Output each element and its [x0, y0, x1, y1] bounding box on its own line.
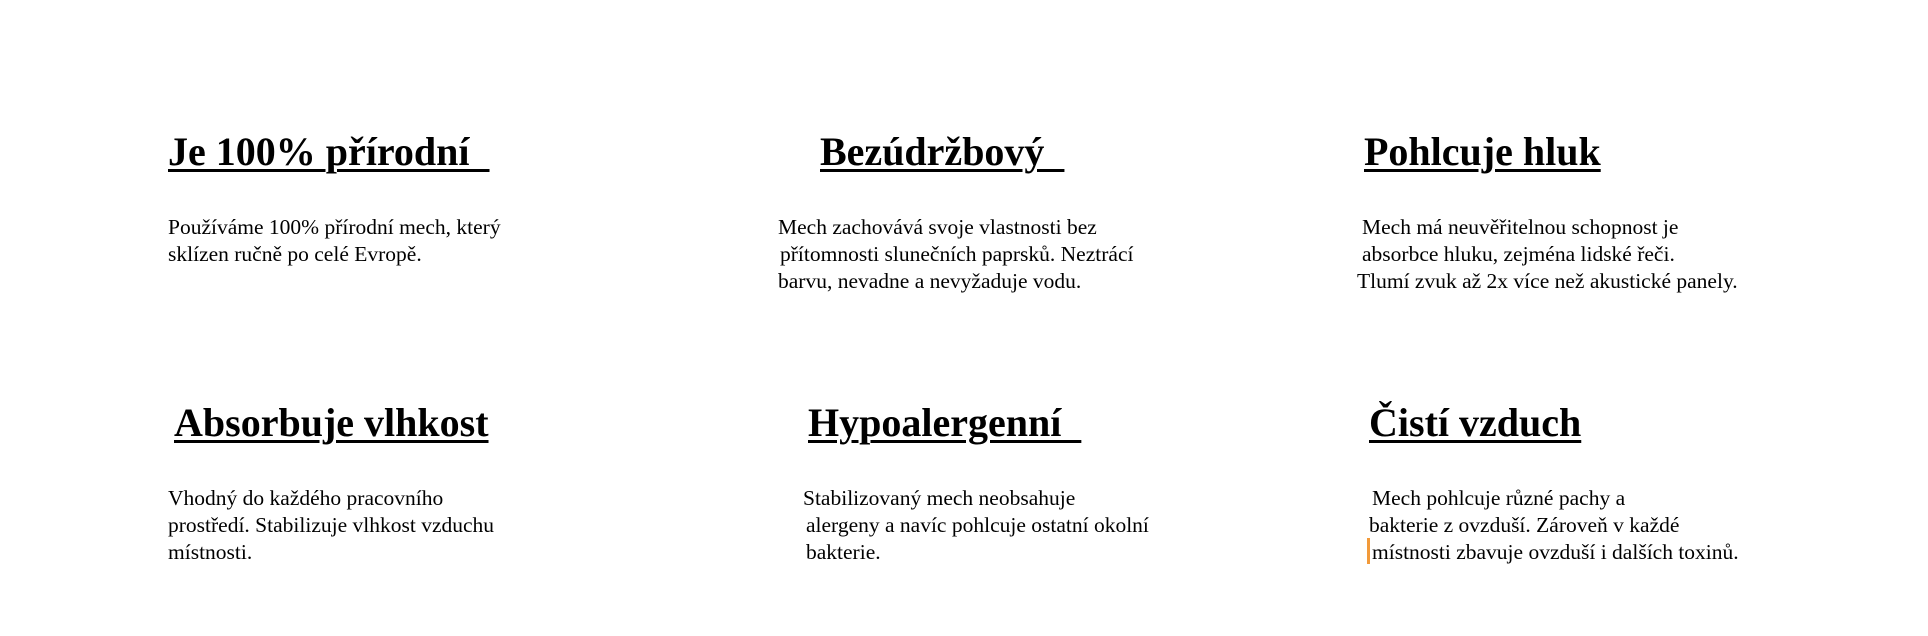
- feature-text-line: místnosti zbavuje ovzduší i dalších toxinů.: [1372, 540, 1739, 564]
- feature-text-line: alergeny a navíc pohlcuje ostatní okolní: [806, 513, 1149, 537]
- feature-text-line: bakterie.: [806, 540, 881, 564]
- feature-text-line: místnosti.: [168, 540, 253, 564]
- feature-text-line: přítomnosti slunečních paprsků. Neztrácí: [780, 242, 1134, 266]
- feature-text-line: prostředí. Stabilizuje vlhkost vzduchu: [168, 513, 495, 537]
- feature-text-line: sklízen ručně po celé Evropě.: [168, 242, 422, 266]
- feature-text-line: bakterie z ovzduší. Zároveň v každé: [1369, 513, 1680, 537]
- feature-title: Bezúdržbový: [820, 129, 1065, 174]
- feature-text-line: absorbce hluku, zejména lidské řeči.: [1362, 242, 1675, 266]
- feature-text-line: Vhodný do každého pracovního: [168, 486, 444, 510]
- feature-text-line: Mech zachovává svoje vlastnosti bez: [778, 215, 1097, 239]
- feature-title: Absorbuje vlhkost: [174, 400, 489, 445]
- feature-title: Je 100% přírodní: [168, 129, 490, 174]
- feature-text-line: Používáme 100% přírodní mech, který: [168, 215, 501, 239]
- feature-text-line: Mech pohlcuje různé pachy a: [1372, 486, 1626, 510]
- feature-text-line: Mech má neuvěřitelnou schopnost je: [1362, 215, 1679, 239]
- feature-title: Pohlcuje hluk: [1364, 129, 1601, 174]
- feature-text-line: barvu, nevadne a nevyžaduje vodu.: [778, 269, 1082, 293]
- text-cursor: [1367, 538, 1370, 564]
- feature-text-line: Stabilizovaný mech neobsahuje: [803, 486, 1076, 510]
- feature-text-line: Tlumí zvuk až 2x více než akustické panely.: [1357, 269, 1738, 293]
- feature-title: Hypoalergenní: [808, 400, 1082, 445]
- feature-title: Čistí vzduch: [1369, 400, 1582, 445]
